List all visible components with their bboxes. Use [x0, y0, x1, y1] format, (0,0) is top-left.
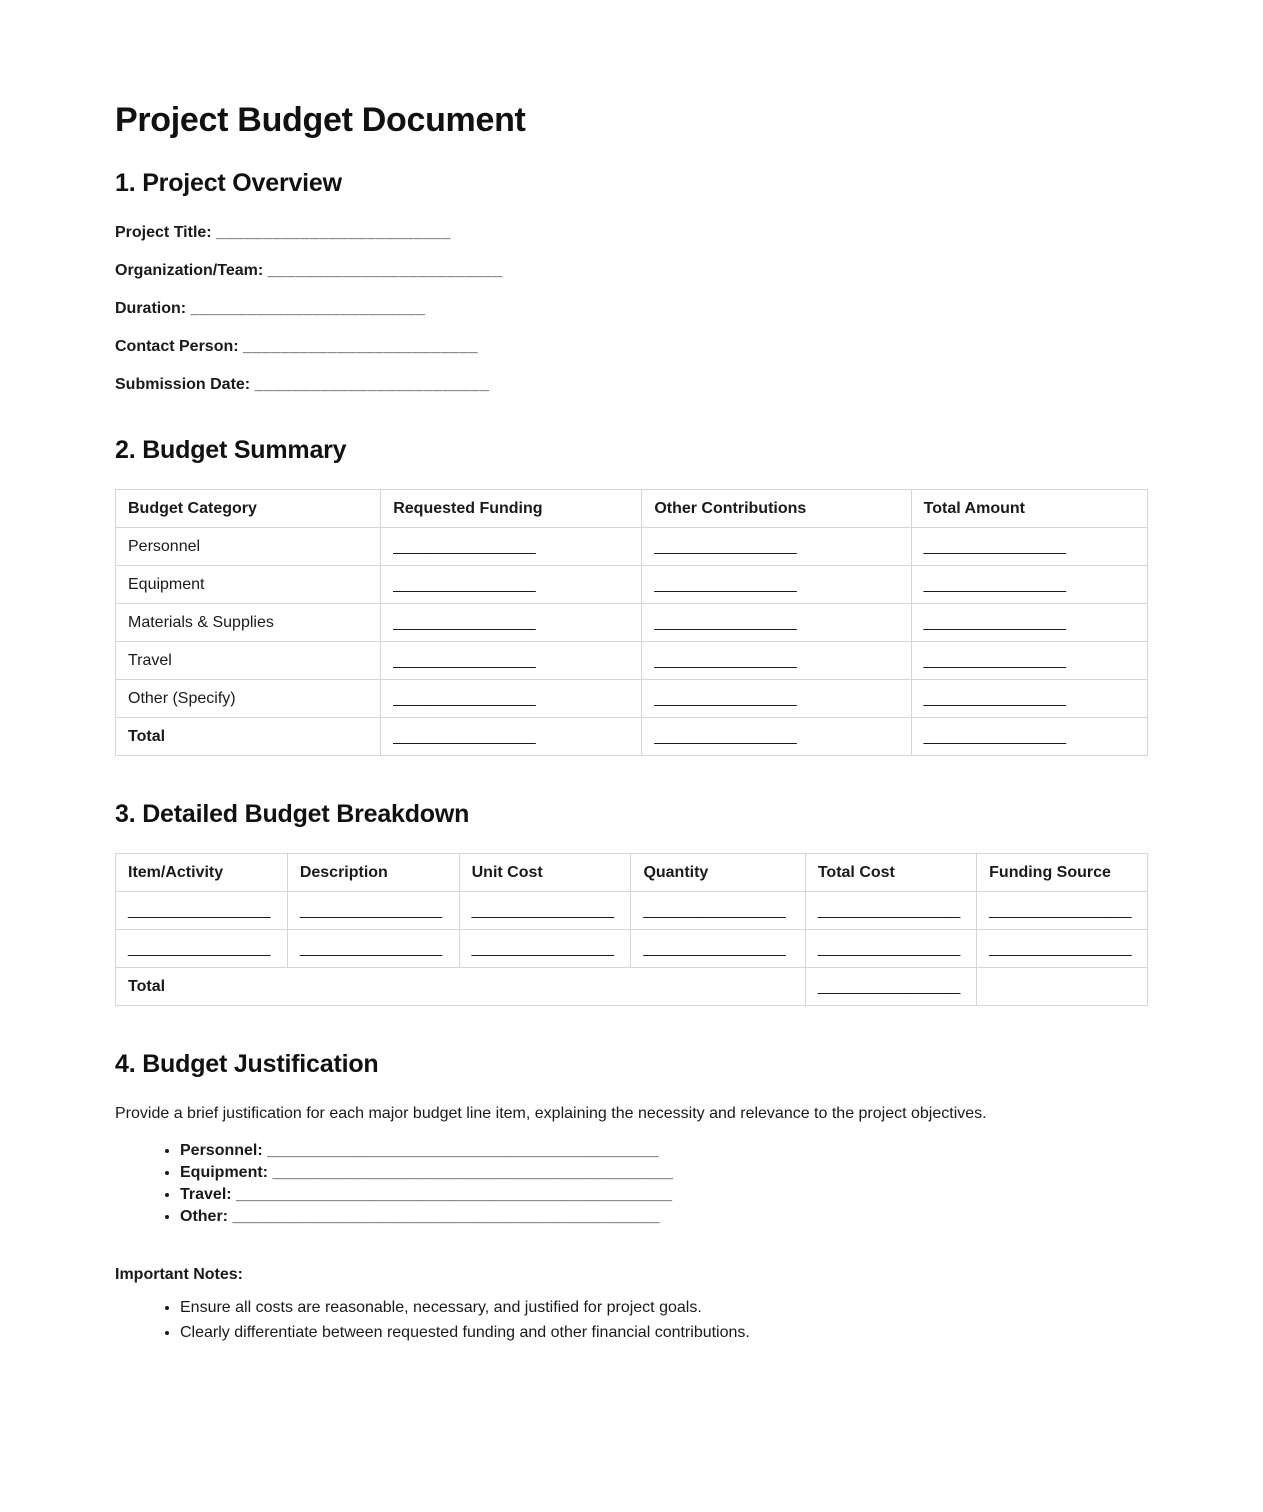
cell-blank: ________________: [287, 930, 459, 968]
section-heading-budget-summary: 2. Budget Summary: [115, 436, 347, 464]
table-row-other-specify: [116, 680, 1148, 718]
cell-blank: ________________: [459, 892, 631, 930]
column-header-total-amount: Total Amount: [911, 490, 1147, 528]
cell-blank: ________________: [631, 930, 805, 968]
field-label: Project Title:: [115, 224, 212, 241]
field-contact-person: [115, 336, 1148, 357]
item-label: Personnel:: [180, 1142, 263, 1159]
table-blank-row: [116, 930, 1148, 968]
section-heading-project-overview: 1. Project Overview: [115, 169, 342, 197]
justification-item-travel: [180, 1184, 1148, 1205]
section-heading-detailed-breakdown: 3. Detailed Budget Breakdown: [115, 800, 470, 828]
field-label: Duration:: [115, 300, 187, 317]
field-blank: _________________________: [190, 300, 426, 317]
field-blank: _________________________: [216, 224, 452, 241]
column-header-requested-funding: Requested Funding: [381, 490, 642, 528]
cell-total-blank: ________________: [911, 718, 1147, 756]
justification-item-equipment: [180, 1162, 1148, 1183]
cell-total-label: Total: [116, 968, 806, 1006]
cell-total-blank: ________________: [911, 680, 1147, 718]
cell-other-blank: ________________: [642, 604, 911, 642]
budget-summary-table-block: [115, 489, 1148, 756]
column-header-other-contributions: Other Contributions: [642, 490, 911, 528]
important-notes-list: [115, 1297, 1148, 1343]
document-title: Project Budget Document: [115, 101, 526, 139]
important-notes-heading: Important Notes:: [115, 1266, 243, 1283]
overview-fields: [115, 222, 1148, 395]
cell-category: Personnel: [116, 528, 381, 566]
field-organization-team: [115, 260, 1148, 281]
field-project-title: [115, 222, 1148, 243]
cell-requested-blank: ________________: [381, 718, 642, 756]
table-row-travel: [116, 642, 1148, 680]
table-row-personnel: [116, 528, 1148, 566]
cell-category: Other (Specify): [116, 680, 381, 718]
cell-other-blank: ________________: [642, 642, 911, 680]
cell-requested-blank: ________________: [381, 680, 642, 718]
cell-other-blank: ________________: [642, 528, 911, 566]
detailed-breakdown-table: [115, 853, 1148, 1006]
cell-blank: ________________: [287, 892, 459, 930]
column-header-description: Description: [287, 854, 459, 892]
item-label: Equipment:: [180, 1164, 268, 1181]
cell-funding-source-empty: [977, 968, 1148, 1006]
item-blank: ________________________________________________: [232, 1208, 660, 1225]
field-submission-date: [115, 374, 1148, 395]
cell-requested-blank: ________________: [381, 528, 642, 566]
note-item: • Clearly differentiate between requested funding and other financial contributions.: [180, 1322, 1148, 1343]
cell-requested-blank: ________________: [381, 642, 642, 680]
item-label: Travel:: [180, 1186, 232, 1203]
table-blank-row: [116, 892, 1148, 930]
detailed-breakdown-table-block: [115, 853, 1148, 1006]
cell-total-blank: ________________: [911, 566, 1147, 604]
column-header-item-activity: Item/Activity: [116, 854, 288, 892]
field-blank: _________________________: [267, 262, 503, 279]
column-header-funding-source: Funding Source: [977, 854, 1148, 892]
field-label: Submission Date:: [115, 376, 251, 393]
cell-blank: ________________: [116, 930, 288, 968]
item-label: Other:: [180, 1208, 228, 1225]
cell-blank: ________________: [631, 892, 805, 930]
field-label: Contact Person:: [115, 338, 239, 355]
justification-intro: Provide a brief justification for each major budget line item, explaining the necessity and relevance to the project objectives.: [115, 1105, 987, 1122]
cell-blank: ________________: [459, 930, 631, 968]
cell-category: Materials & Supplies: [116, 604, 381, 642]
budget-summary-table: [115, 489, 1148, 756]
cell-total-blank: ________________: [911, 642, 1147, 680]
cell-blank: ________________: [805, 930, 976, 968]
field-blank: _________________________: [254, 376, 490, 393]
justification-item-personnel: [180, 1140, 1148, 1161]
justification-list: [115, 1140, 1148, 1227]
cell-blank: ________________: [805, 892, 976, 930]
cell-total-blank: ________________: [911, 528, 1147, 566]
item-blank: _____________________________________________: [272, 1164, 673, 1181]
table-row-materials-supplies: [116, 604, 1148, 642]
cell-requested-blank: ________________: [381, 604, 642, 642]
column-header-total-cost: Total Cost: [805, 854, 976, 892]
cell-requested-blank: ________________: [381, 566, 642, 604]
column-header-quantity: Quantity: [631, 854, 805, 892]
cell-category: Travel: [116, 642, 381, 680]
cell-category: Equipment: [116, 566, 381, 604]
column-header-budget-category: Budget Category: [116, 490, 381, 528]
field-blank: _________________________: [243, 338, 478, 355]
table-row-total: [116, 968, 1148, 1006]
cell-blank: ________________: [977, 892, 1148, 930]
field-duration: [115, 298, 1148, 319]
column-header-unit-cost: Unit Cost: [459, 854, 631, 892]
cell-blank: ________________: [116, 892, 288, 930]
item-blank: _________________________________________________: [236, 1186, 673, 1203]
item-blank: ____________________________________________: [267, 1142, 659, 1159]
cell-category-total: Total: [116, 718, 381, 756]
note-item: • Ensure all costs are reasonable, necessary, and justified for project goals.: [180, 1297, 1148, 1318]
section-heading-budget-justification: 4. Budget Justification: [115, 1050, 379, 1078]
justification-item-other: [180, 1206, 1148, 1227]
table-header-row: [116, 490, 1148, 528]
cell-total-cost-blank: ________________: [805, 968, 976, 1006]
field-label: Organization/Team:: [115, 262, 264, 279]
cell-other-blank: ________________: [642, 718, 911, 756]
table-header-row: [116, 854, 1148, 892]
cell-other-blank: ________________: [642, 566, 911, 604]
cell-blank: ________________: [977, 930, 1148, 968]
cell-other-blank: ________________: [642, 680, 911, 718]
cell-total-blank: ________________: [911, 604, 1147, 642]
table-row-total: [116, 718, 1148, 756]
table-row-equipment: [116, 566, 1148, 604]
